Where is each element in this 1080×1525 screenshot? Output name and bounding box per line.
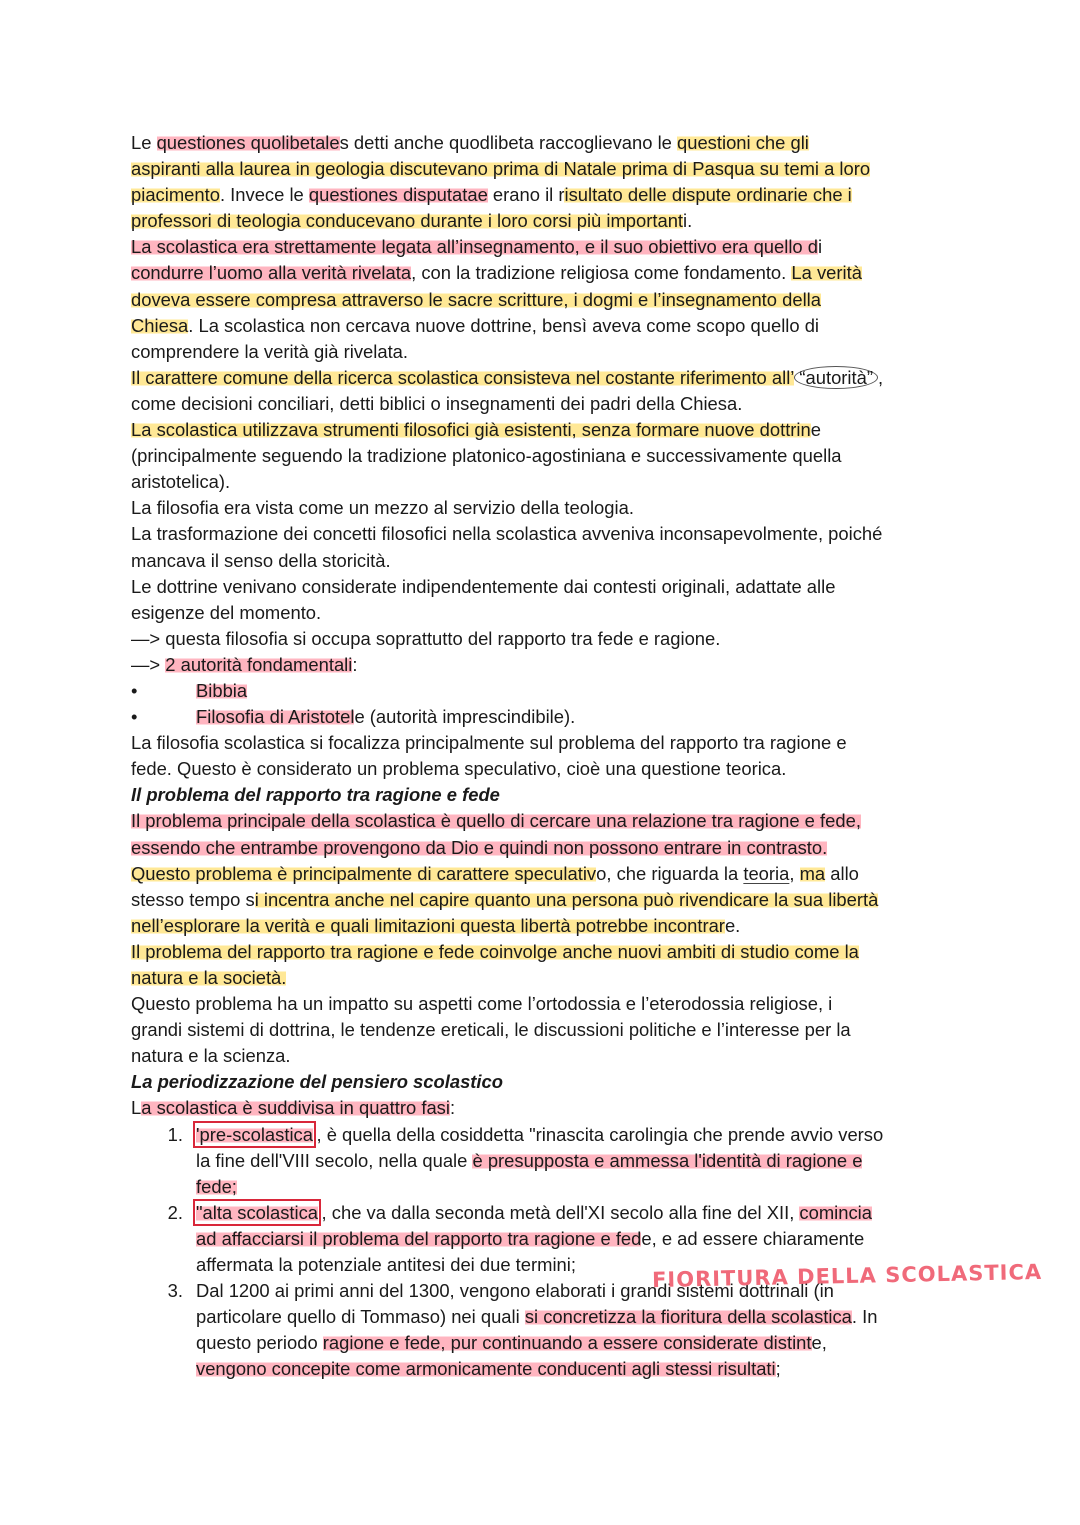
text-run: , con la tradizione religiosa come fondamento.: [411, 262, 792, 284]
text-run: ', è quella della cosiddetta "rinascita carolingia che prende avvio verso: [312, 1123, 884, 1145]
bullet-marker: •: [131, 679, 138, 701]
highlight-red: a scolastica è suddivisa in quattro fasi: [141, 1097, 450, 1119]
text-line: [131, 260, 961, 286]
text-run: Dal 1200 ai primi anni del 1300, vengono elaborati i grandi sistemi dottrinali (in: [196, 1280, 834, 1302]
highlight-yellow: isultato delle dispute ordinarie che i: [564, 184, 852, 206]
text-line: [131, 287, 961, 313]
text-run: aristotelica).: [131, 471, 231, 493]
text-line: [131, 887, 961, 913]
highlight-red: questiones disputatae: [308, 184, 488, 206]
text-line: [131, 1330, 961, 1356]
text-run: Le dottrine venivano considerate indipendentemente dai contesti originali, adattate alle: [131, 575, 836, 597]
text-line: [131, 208, 961, 234]
highlight-yellow: Il problema del rapporto tra ragione e fede coinvolge anche nuovi ambiti di studio come la: [131, 940, 859, 962]
text-line: [131, 313, 961, 339]
text-run: la fine dell'VIII secolo, nella quale: [196, 1149, 473, 1171]
text-run: natura e la scienza.: [131, 1045, 291, 1067]
highlight-red: condurre l’uomo alla verità rivelata: [131, 262, 412, 284]
text-run: fede. Questo è considerato un problema speculativo, cioè una questione teorica.: [131, 758, 787, 780]
highlight-yellow: doveva essere compresa attraverso le sacre scritture, i dogmi e l’insegnamento della: [131, 288, 821, 310]
highlight-red: essendo che entrambe provengono da Dio e quindi non possono entrare in contrasto.: [131, 836, 828, 858]
text-line: [131, 1356, 961, 1382]
text-run: erano il r: [487, 184, 565, 206]
text-line: [131, 1095, 961, 1121]
highlight-red: si concretizza la fioritura della scolastica: [524, 1306, 852, 1328]
text-run: La filosofia scolastica si focalizza principalmente sul problema del rapporto tra ragione e: [131, 732, 847, 754]
highlight-red: è presupposta e ammessa l'identità di ragione e: [472, 1149, 863, 1171]
highlight-yellow: Chiesa: [131, 314, 189, 336]
highlight-yellow: La verità: [791, 262, 862, 284]
list-number: 1.: [167, 1123, 183, 1145]
text-line: [131, 548, 961, 574]
text-line: [131, 756, 961, 782]
text-run: i.: [683, 210, 693, 232]
text-run: La trasformazione dei concetti filosofici nella scolastica avveniva inconsapevolmente, poiché: [131, 523, 883, 545]
text-run: mancava il senso della storicità.: [131, 549, 391, 571]
list-number: 2.: [167, 1201, 183, 1223]
text-line: [131, 652, 961, 678]
text-run: e,: [811, 1332, 827, 1354]
text-run: e, e ad essere chiaramente: [641, 1227, 865, 1249]
text-run: . In: [851, 1306, 878, 1328]
highlight-yellow: questioni che gli: [677, 132, 809, 153]
text-line: [131, 521, 961, 547]
text-run: affermata la potenziale antitesi dei due termini;: [196, 1254, 576, 1276]
text-line: [131, 913, 961, 939]
text-line: [131, 1226, 961, 1252]
text-line: [131, 861, 961, 887]
highlight-red: questiones quolibetale: [156, 132, 340, 153]
text-line: [131, 182, 961, 208]
text-run: ;: [775, 1358, 781, 1380]
text-line: [131, 156, 961, 182]
bullet-marker: •: [131, 706, 138, 728]
bullet-item: [131, 704, 961, 730]
highlight-yellow: professori di teologia conducevano durante i loro corsi più important: [131, 210, 684, 232]
text-run: e.: [724, 914, 741, 936]
text-run: s detti anche quodlibeta raccoglievano le: [339, 132, 677, 153]
highlight-yellow: piacimento: [131, 184, 220, 206]
text-line: [131, 574, 961, 600]
highlight-yellow: Questo problema è principalmente di carattere speculativ: [131, 862, 597, 884]
highlight-red: La scolastica era strettamente legata all’insegnamento, e il suo obiettivo era quello d: [131, 236, 818, 258]
text-run: allo: [825, 862, 859, 884]
handwritten-note: FIORITURA DELLA SCOLASTICA: [651, 1259, 1043, 1293]
text-line: [131, 835, 961, 861]
text-line: [131, 965, 961, 991]
highlight-red: 'pre-scolastica: [196, 1123, 313, 1145]
text-run: esigenze del momento.: [131, 601, 322, 623]
text-run: . Invece le: [219, 184, 309, 206]
list-number: 3.: [167, 1280, 183, 1302]
text-run: —>: [131, 653, 166, 675]
text-line: [131, 234, 961, 260]
text-run: o, che riguarda la: [596, 862, 744, 884]
text-line: [131, 365, 961, 391]
text-line: [131, 808, 961, 834]
highlight-red: 2 autorità fondamentali: [165, 653, 353, 675]
text-line: [131, 730, 961, 756]
text-line: [131, 417, 961, 443]
highlight-red: vengono concepite come armonicamente conducenti agli stessi risultati: [196, 1358, 776, 1380]
text-line: [131, 1174, 961, 1200]
text-run: comprendere la verità già rivelata.: [131, 340, 409, 362]
text-run: e: [810, 419, 821, 441]
text-line: [131, 443, 961, 469]
highlight-yellow: natura e la società.: [131, 967, 287, 988]
numbered-item: [131, 1122, 961, 1148]
text-run: stesso tempo s: [131, 888, 255, 910]
text-run: particolare quello di Tommaso) nei quali: [196, 1306, 525, 1328]
bullet-item: [131, 678, 961, 704]
text-run: questo periodo: [196, 1332, 323, 1354]
highlight-red: comincia: [799, 1201, 872, 1223]
highlight-red: Filosofia di Aristotel: [196, 706, 355, 728]
text-run: . La scolastica non cercava nuove dottrine, bensì aveva come scopo quello di: [188, 314, 820, 336]
numbered-item: [131, 1200, 961, 1226]
text-run: :: [449, 1097, 456, 1119]
text-line: [131, 939, 961, 965]
highlight-red: ragione e fede, pur continuando a essere considerate distint: [322, 1332, 812, 1354]
text-line: [131, 469, 961, 495]
text-run: La filosofia era vista come un mezzo al servizio della teologia.: [131, 497, 634, 519]
highlight-yellow: i incentra anche nel capire quanto una persona può rivendicare la sua libertà: [254, 888, 879, 910]
circled-word: “autorità”: [794, 366, 878, 389]
text-line: [131, 626, 961, 652]
text-run: Questo problema ha un impatto su aspetti come l’ortodossia e l’eterodossia religiose, i: [131, 993, 833, 1015]
text-line: [131, 130, 961, 156]
text-run: i: [818, 236, 823, 258]
highlight-yellow: nell’esplorare la verità e quali limitazioni questa libertà potrebbe incontrar: [131, 914, 725, 936]
text-run: (principalmente seguendo la tradizione platonico-agostiniana e successivamente quella: [131, 445, 842, 467]
text-run: L: [131, 1097, 142, 1119]
text-line: [131, 991, 961, 1017]
section-heading: [131, 782, 961, 808]
text-line: [131, 1017, 961, 1043]
text-run: e (autorità imprescindibile).: [354, 706, 576, 728]
highlight-red: ad affacciarsi il problema del rapporto tra ragione e fed: [196, 1227, 642, 1249]
text-line: [131, 600, 961, 626]
highlight-yellow: Il carattere comune della ricerca scolastica consisteva nel costante riferimento all’: [131, 366, 795, 388]
text-run: grandi sistemi di dottrina, le tendenze ereticali, le discussioni politiche e l’interesse per la: [131, 1019, 851, 1041]
text-run: ,: [877, 366, 884, 388]
text-line: [131, 1304, 961, 1330]
text-run: ,: [789, 862, 800, 884]
text-line: [131, 495, 961, 521]
highlight-red: fede;: [196, 1175, 237, 1197]
underlined-word: teoria: [743, 862, 790, 884]
text-line: [131, 339, 961, 365]
text-run: Il problema del rapporto tra ragione e fede: [131, 784, 500, 806]
text-run: Le: [131, 132, 157, 153]
text-run: ', che va dalla seconda metà dell'XI secolo alla fine del XII,: [318, 1201, 800, 1223]
highlight-red: "alta scolastica: [196, 1201, 319, 1223]
text-line: [131, 1148, 961, 1174]
text-run: —> questa filosofia si occupa soprattutto del rapporto tra fede e ragione.: [131, 627, 721, 649]
highlight-red: Bibbia: [196, 679, 248, 701]
highlight-yellow: aspiranti alla laurea in geologia discutevano prima di Natale prima di Pasqua su temi a loro: [131, 158, 871, 180]
text-run: come decisioni conciliari, detti biblici o insegnamenti dei padri della Chiesa.: [131, 392, 743, 414]
highlight-red: Il problema principale della scolastica è quello di cercare una relazione tra ragione e fede,: [131, 810, 861, 832]
text-line: [131, 1043, 961, 1069]
text-line: [131, 391, 961, 417]
section-heading: [131, 1069, 961, 1095]
document-body: [131, 130, 961, 1383]
highlight-yellow: La scolastica utilizzava strumenti filosofici già esistenti, senza formare nuove dottrin: [131, 419, 811, 441]
text-run: :: [352, 653, 358, 675]
text-run: La periodizzazione del pensiero scolastico: [131, 1071, 503, 1093]
highlight-yellow: ma: [799, 862, 826, 884]
